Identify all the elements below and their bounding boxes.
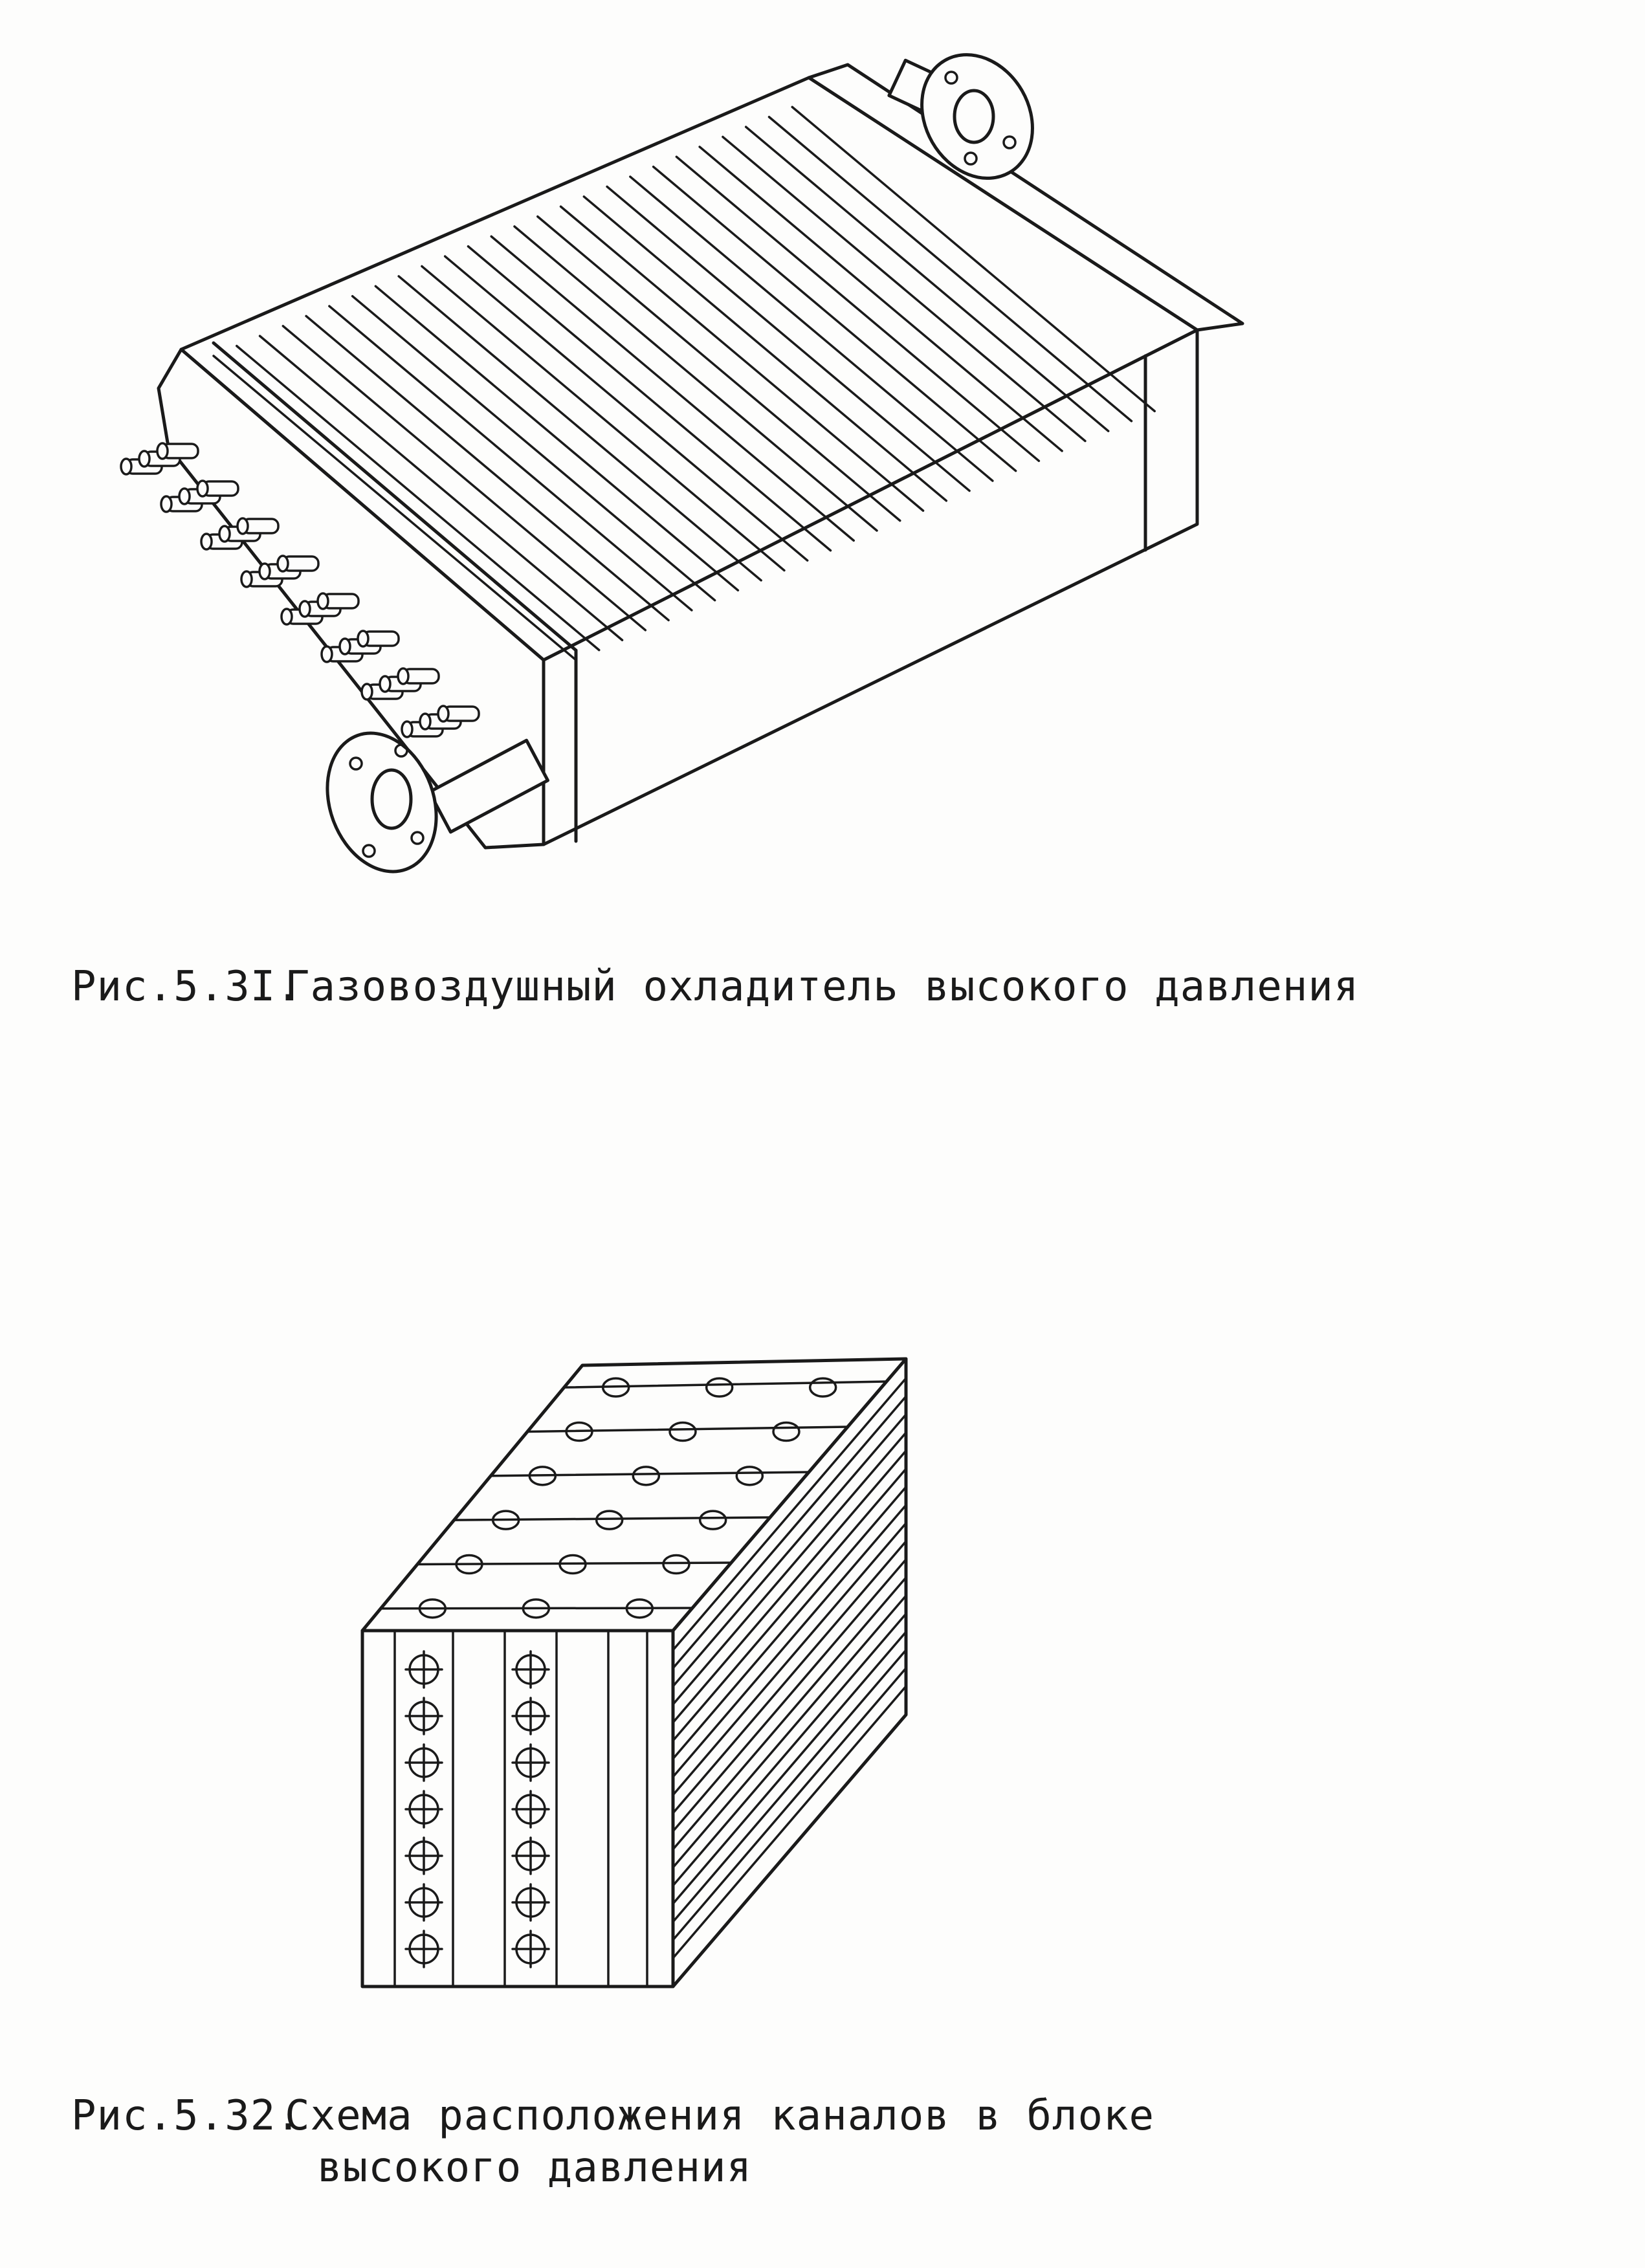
- figure-number: Рис.5.3I.: [71, 963, 302, 1011]
- stub-pipe: [398, 668, 439, 684]
- figure-number: Рис.5.32.: [71, 2092, 302, 2140]
- figure-caption-text: Газовоздушный охладитель высокого давления: [285, 963, 1360, 1011]
- top-channel-hole: [597, 1511, 623, 1529]
- stub-pipe: [358, 631, 399, 646]
- figure-caption-text-line2: высокого давления: [317, 2144, 753, 2192]
- stub-pipe: [197, 481, 238, 496]
- top-channel-hole: [736, 1467, 762, 1485]
- top-channel-hole: [700, 1511, 726, 1529]
- stub-pipe: [318, 593, 359, 609]
- stub-pipe: [237, 518, 278, 534]
- stub-pipe: [278, 556, 318, 571]
- gas-air-cooler-drawing: [97, 45, 1230, 886]
- stub-pipe: [438, 706, 479, 721]
- figure-caption-text-line1: Схема расположения каналов в блоке: [285, 2092, 1155, 2140]
- top-channel-hole: [670, 1423, 696, 1441]
- top-channel-hole: [810, 1378, 836, 1396]
- figure-caption-5-32: [71, 2090, 1154, 2194]
- top-channel-hole: [773, 1423, 799, 1441]
- figure-caption-5-31: [71, 961, 1359, 1013]
- top-channel-hole: [633, 1467, 659, 1485]
- channel-block-illustration: [337, 1346, 945, 1993]
- channel-block-drawing: [337, 1346, 945, 1993]
- stub-pipe: [157, 443, 198, 459]
- top-channel-hole: [707, 1378, 733, 1396]
- top-channel-hole: [663, 1556, 689, 1574]
- cooler-illustration: [97, 45, 1230, 886]
